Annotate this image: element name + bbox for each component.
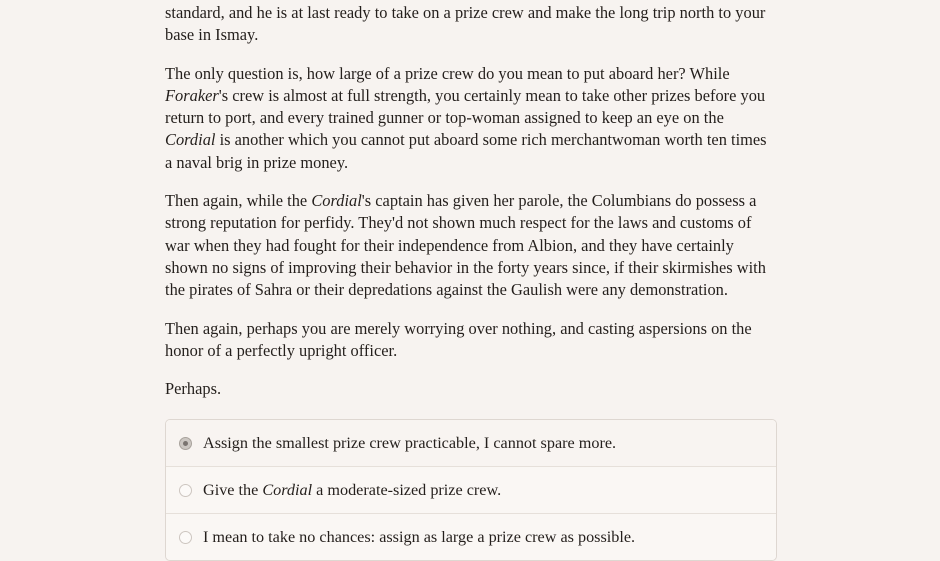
- ship-name-italic: Cordial: [262, 481, 313, 500]
- choice-label: I mean to take no chances: assign as large a prize crew as possible.: [203, 528, 636, 547]
- ship-name-italic: Foraker: [165, 85, 219, 105]
- choice-list[interactable]: [165, 419, 777, 561]
- radio-unselected-icon[interactable]: [179, 531, 192, 544]
- ship-name-italic: Cordial: [165, 130, 216, 150]
- story-paragraphs: [165, 2, 777, 400]
- radio-unselected-icon[interactable]: [179, 484, 192, 497]
- choice-label: Give the Cordial a moderate-sized prize crew.: [203, 481, 502, 500]
- choice-option[interactable]: [166, 420, 776, 466]
- story-paragraph: The only question is, how large of a prize crew do you mean to put aboard her? While Foraker's crew is almost at full strength, you certainly mean to take other prizes before you return to port, and every trained gunner or top-woman assigned to keep an eye on the Cordial is another which you cannot put aboard some rich merchantwoman worth ten times a naval brig in prize money.: [165, 63, 767, 172]
- story-paragraph: standard, and he is at last ready to take on a prize crew and make the long trip north to your base in Ismay.: [165, 3, 766, 45]
- choice-option[interactable]: [166, 466, 776, 513]
- choice-label: Assign the smallest prize crew practicable, I cannot spare more.: [203, 434, 617, 453]
- story-paragraph: Perhaps.: [165, 379, 222, 399]
- story-paragraph: Then again, perhaps you are merely worrying over nothing, and casting aspersions on the honor of a perfectly upright officer.: [165, 318, 752, 360]
- choice-option[interactable]: [166, 513, 776, 560]
- story-text-column: [165, 0, 777, 561]
- story-paragraph: Then again, while the Cordial's captain has given her parole, the Columbians do possess a strong reputation for perfidy. They'd not shown much respect for the laws and customs of war when they had fought for their independence from Albion, and they have certainly shown no signs of improving their behavior in the forty years since, if their skirmishes with the pirates of Sahra or their depredations against the Gaulish were any demonstration.: [165, 191, 766, 300]
- ship-name-italic: Cordial: [311, 191, 362, 211]
- radio-selected-icon[interactable]: [179, 437, 192, 450]
